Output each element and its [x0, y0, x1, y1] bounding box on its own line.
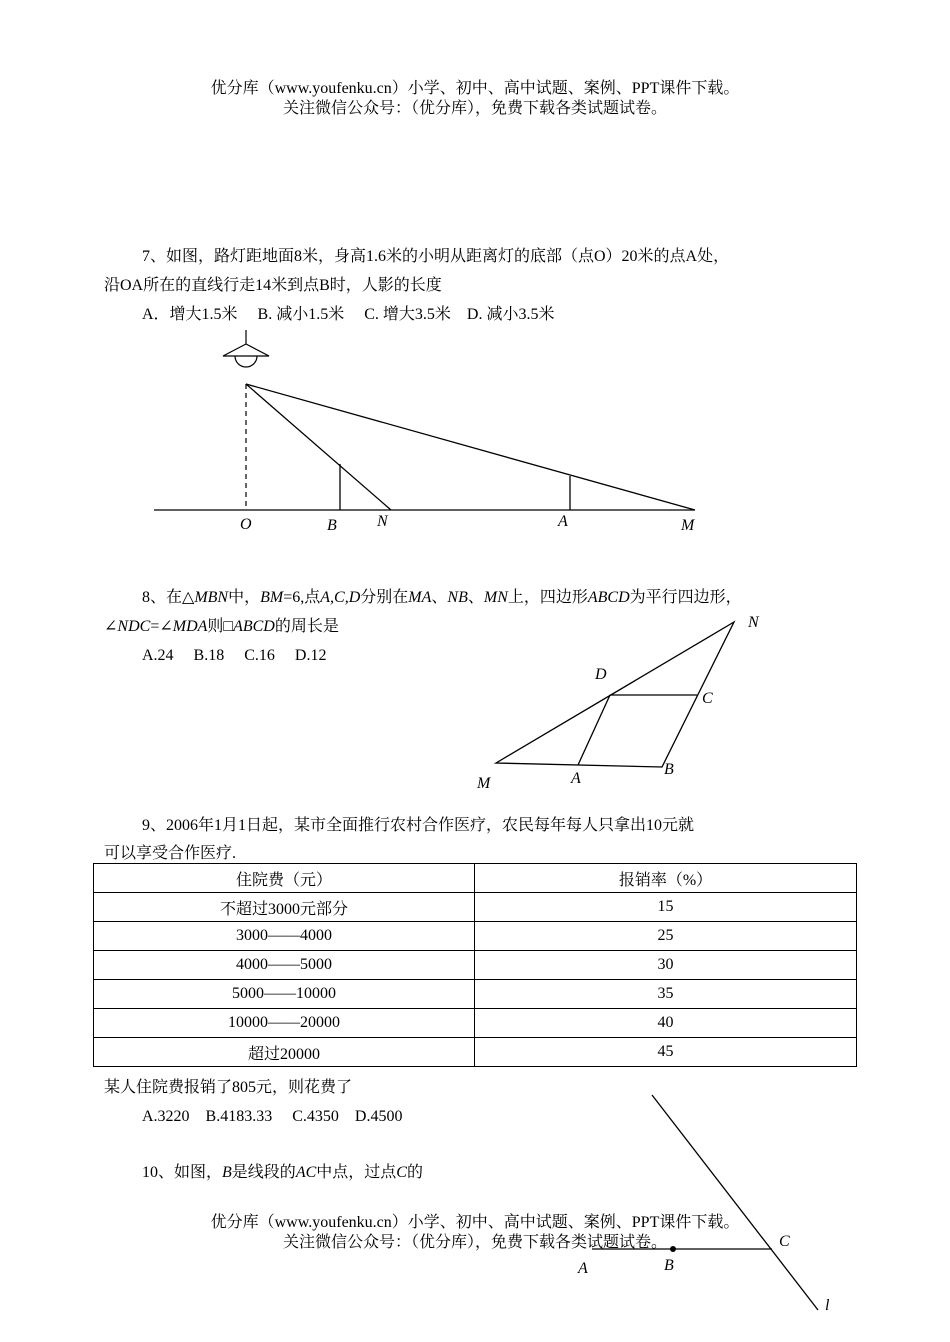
table-header-row [94, 864, 857, 893]
q8-term: □ABCD [223, 618, 275, 635]
q7-label-m: M [681, 517, 695, 534]
q7-options: A．增大1.5米 B. 减小1.5米 C. 增大3.5米 D. 减小3.5米 [142, 306, 555, 323]
table-cell: 35 [475, 980, 857, 1009]
q10-text: 中点，过点 [316, 1164, 397, 1181]
q10-term: B [222, 1164, 232, 1181]
q8-label-n: N [748, 614, 759, 631]
q8-term: ∠NDC [104, 618, 151, 635]
q7-label-o: O [240, 516, 252, 533]
table-header: 住院费（元） [94, 864, 475, 893]
q9-options: A.3220 B.4183.33 C.4350 D.4500 [142, 1108, 403, 1125]
light-ray-to-m [246, 384, 695, 510]
q8-label-m: M [477, 775, 491, 792]
table-cell: 30 [475, 951, 857, 980]
q9-line-2: 可以享受合作医疗. [104, 845, 237, 862]
q8-term: BM [260, 589, 284, 606]
table-row [94, 893, 857, 922]
q7-label-n: N [377, 513, 388, 530]
q10-line-1 [142, 1159, 423, 1182]
q8-label-b: B [664, 761, 674, 778]
table-cell: 4000——5000 [94, 951, 475, 980]
q8-text: 中， [228, 589, 261, 606]
q10-label-l: l [825, 1297, 830, 1314]
table-header: 报销率（%） [475, 864, 857, 893]
q8-line-1 [142, 584, 742, 607]
q9-after-text: 某人住院费报销了805元，则花费了 [104, 1079, 353, 1096]
line-l [652, 1095, 818, 1310]
q10-term: C [396, 1164, 407, 1181]
q8-text: 则 [207, 618, 224, 635]
table-row [94, 980, 857, 1009]
table-cell: 25 [475, 922, 857, 951]
reimbursement-table [93, 863, 857, 1067]
header-line-1: 优分库（www.youfenku.cn）小学、初中、高中试题、案例、PPT课件下载。 [210, 80, 740, 97]
light-ray-to-n [246, 384, 391, 510]
table-cell: 5000——10000 [94, 980, 475, 1009]
table-cell: 3000——4000 [94, 922, 475, 951]
q7-line-1: 7、如图，路灯距地面8米，身高1.6米的小明从距离灯的底部（点O）20米的点A处， [142, 248, 730, 265]
q8-term: NB [447, 589, 468, 606]
q8-text: = [150, 618, 160, 635]
q9-line-1: 9、2006年1月1日起，某市全面推行农村合作医疗，农民每年每人只拿出10元就 [142, 817, 695, 834]
table-cell: 40 [475, 1009, 857, 1038]
q8-text: 的周长是 [274, 618, 339, 635]
q10-label-b: B [664, 1257, 674, 1274]
q8-text: 上，四边形 [507, 589, 588, 606]
q7-label-a: A [558, 513, 568, 530]
q8-text: 为平行四边形， [629, 589, 742, 606]
table-cell: 45 [475, 1038, 857, 1067]
q8-term: MN [483, 589, 508, 606]
q8-text: 、 [431, 589, 448, 606]
q8-text: 、 [467, 589, 484, 606]
q8-term: ABCD [587, 589, 630, 606]
q8-options: A.24 B.18 C.16 D.12 [142, 647, 327, 664]
table-row [94, 922, 857, 951]
q8-text: 分别在 [360, 589, 409, 606]
q8-term: MBN [194, 589, 229, 606]
header-line-2: 关注微信公众号：（优分库），免费下载各类试题试卷。 [282, 100, 667, 117]
footer-line-1: 优分库（www.youfenku.cn）小学、初中、高中试题、案例、PPT课件下载。 [210, 1214, 740, 1231]
q8-term: A,C,D [320, 589, 361, 606]
q10-term: AC [295, 1164, 317, 1181]
table-row [94, 1009, 857, 1038]
table-cell: 超过20000 [94, 1038, 475, 1067]
q8-text: 8、在△ [142, 589, 195, 606]
q10-text: 的 [406, 1164, 423, 1181]
table-row [94, 951, 857, 980]
q10-label-a: A [578, 1260, 588, 1277]
q10-label-c: C [779, 1233, 790, 1250]
table-cell: 10000——20000 [94, 1009, 475, 1038]
q7-line-2: 沿OA所在的直线行走14米到点B时，人影的长度 [104, 277, 442, 294]
q10-text: 是线段的 [231, 1164, 296, 1181]
table-row [94, 1038, 857, 1067]
table-cell: 15 [475, 893, 857, 922]
q8-text: =6,点 [283, 589, 321, 606]
table-cell: 不超过3000元部分 [94, 893, 475, 922]
q7-label-b: B [327, 517, 337, 534]
q8-label-d: D [595, 666, 607, 683]
q8-line-2 [104, 613, 339, 636]
q8-label-c: C [702, 690, 713, 707]
lamp-icon [223, 330, 269, 367]
q10-text: 10、如图， [142, 1164, 223, 1181]
q8-term: ∠MDA [159, 618, 208, 635]
q8-label-a: A [571, 770, 581, 787]
q8-term: MA [408, 589, 432, 606]
footer-line-2: 关注微信公众号：（优分库），免费下载各类试题试卷。 [282, 1234, 667, 1251]
